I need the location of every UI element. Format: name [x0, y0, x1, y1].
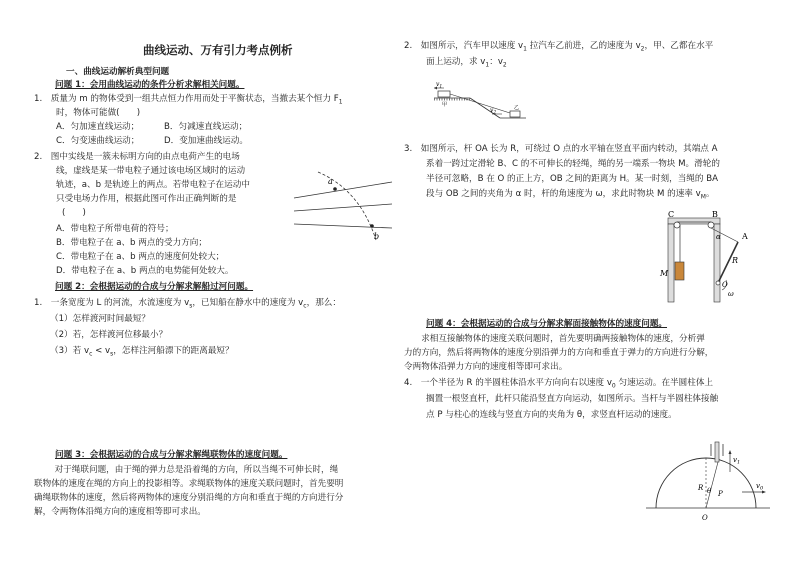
vertical-rod — [715, 442, 719, 462]
q2-option-a: A．带电粒子所带电荷的符号； — [56, 224, 174, 234]
radius-op — [706, 462, 718, 508]
q4-para-line2: 联物体的速度在绳的方向上的投影相等。求绳联物体的速度关联问题时，首先要明 — [34, 479, 344, 489]
r-q3-line1: 3. 如图所示，杆 OA 长为 R，可绕过 O 点的水平轴在竖直平面内转动，其端点 A — [404, 144, 718, 154]
q2-stem-line3: 轨迹，a、b 是轨迹上的两点。若带电粒子在运动中 — [56, 180, 250, 190]
problem-3-heading: 问题 3：会根据运动的合成与分解求解绳联物体的速度问题。 — [55, 450, 288, 460]
q5-para-line3: 令两物体沿弹力方向的速度相等即可求出。 — [404, 362, 568, 372]
q3-sub2: （2）若，怎样渡河位移最小？ — [50, 330, 168, 340]
q1-option-c: C．匀变速曲线运动； — [56, 136, 140, 146]
cars-figure — [430, 76, 530, 126]
p-label: P — [718, 490, 723, 498]
r-q4-line2: 搁置一根竖直杆，此杆只能沿竖直方向运动，如图所示。当杆与半圆柱体接触 — [426, 394, 719, 404]
point-b-label: b — [374, 232, 380, 241]
label-alpha: α — [716, 233, 721, 241]
r-q3-line2: 系着一跨过定滑轮 B、C 的不可伸长的轻绳，绳的另一端系一物块 M。滑轮的 — [426, 159, 720, 169]
q1-stem-line1: 1. 质量为 m 的物体受到一组共点恒力作用而处于平衡状态，当撤去某个恒力 $F_1$ — [34, 94, 343, 106]
q1-stem-line2: 时，物体可能做( ) — [56, 108, 141, 118]
half-cylinder-figure — [644, 438, 774, 528]
left-post — [668, 224, 674, 302]
label-m: M — [660, 269, 669, 278]
field-line-2 — [294, 204, 392, 211]
label-b: B — [712, 210, 718, 219]
r-q2-line2: 面上运动，求 $v_1$：$v_2$ — [426, 57, 507, 69]
q2-stem-line1: 2. 图中实线是一簇未标明方向的由点电荷产生的电场 — [34, 152, 240, 162]
r-q4-line3: 点 P 与柱心的连线与竖直方向的夹角为 θ，求竖直杆运动的速度。 — [426, 410, 677, 420]
q2-stem-line2: 线，虚线是某一带电粒子通过该电场区域时的运动 — [56, 166, 246, 176]
q4-para-line1: 对于绳联问题，由于绳的弹力总是沿着绳的方向，所以当绳不可伸长时，绳 — [46, 465, 339, 475]
q5-para-line2: 力的方向，然后将两物体的速度分别沿弹力的方向和垂直于弹力的方向进行分解， — [404, 348, 714, 358]
car-jia — [438, 91, 450, 97]
q5-para-line1: 求相互接触物体的速度关联问题时，首先要明确两接触物体的速度，分析弹 — [404, 334, 705, 344]
q2-stem-line4: 只受电场力作用，根据此图可作出正确判断的是 — [56, 194, 237, 204]
r-q2-line1: 2. 如图所示，汽车甲以速度 $v_1$ 拉汽车乙前进，乙的速度为 $v_2$，甲、乙都在水平 — [404, 41, 714, 53]
q1-option-d: D．变加速曲线运动。 — [164, 136, 248, 146]
field-line-3 — [294, 224, 392, 228]
r-label: R — [698, 484, 704, 492]
field-line-1 — [294, 182, 392, 198]
theta-label: θ — [707, 487, 712, 495]
point-a-label: a — [328, 177, 333, 186]
q3-stem: 1. 一条宽度为 L 的河流，水流速度为 $v_s$，已知船在静水中的速度为 $v_c$，那么： — [34, 298, 341, 310]
q4-para-line3: 确绳联物体的速度，然后将两物体的速度分别沿绳的方向和垂直于绳的方向进行分 — [34, 493, 344, 503]
q2-option-b: B．带电粒子在 a、b 两点的受力方向； — [56, 238, 207, 248]
point-a — [333, 187, 337, 191]
block-m — [675, 262, 684, 280]
q3-sub3: （3）若 $v_c < v_s$，怎样注河船漂下的距离最短？ — [50, 346, 234, 358]
v1-label: $v_1$ — [733, 456, 741, 466]
q2-answer-paren: ( ) — [62, 208, 86, 218]
r-q3-line3: 半径可忽略，B 在 O 的正上方，OB 之间的距离为 H。某一时刻，当绳的 BA — [426, 174, 718, 184]
problem-2-heading: 问题 2：会根据运动的合成与分解求解船过河问题。 — [55, 282, 254, 292]
pulley-b — [708, 222, 714, 228]
q3-sub1: （1）怎样渡河时间最短？ — [50, 314, 150, 324]
q2-option-d: D．带电粒子在 a、b 两点的电势能何处较大。 — [56, 266, 234, 276]
q1-option-a: A．匀加速直线运动； — [56, 122, 140, 132]
q1-option-b: B．匀减速直线运动； — [164, 122, 248, 132]
problem-4-heading: 问题 4：会根据运动的合成与分解求解面接触物体的速度问题。 — [426, 319, 668, 329]
q4-para-line4: 解，令两物体沿绳方向的速度相等即可求出。 — [34, 507, 206, 517]
problem-1-heading: 问题 1：会用曲线运动的条件分析求解相关问题。 — [55, 80, 245, 90]
label-yi: 乙 — [514, 105, 520, 111]
o-label: O — [702, 514, 708, 522]
r-q3-line4: 段与 OB 之间的夹角为 α 时，杆的角速度为 ω，求此时物块 M 的速率 $v_M$。 — [426, 189, 715, 201]
v1-label: $v_1$ — [436, 81, 443, 90]
page-title: 曲线运动、万有引力考点例析 — [143, 43, 293, 57]
point-b — [370, 224, 374, 228]
car-yi — [510, 111, 520, 117]
label-o: O — [722, 281, 728, 289]
field-lines-figure — [288, 168, 400, 246]
pulley-c — [674, 222, 680, 228]
pulley-figure — [648, 208, 768, 308]
pivot-o — [716, 281, 720, 285]
v2-label: $v_2$ — [490, 107, 497, 116]
label-r: R — [732, 256, 739, 265]
r-q4-line1: 4. 一个半径为 R 的半圆柱体沿水平方向向右以速度 $v_0$ 匀速运动。在半圆柱体上 — [404, 378, 714, 390]
label-omega: ω — [728, 290, 734, 298]
section-heading-1: 一、曲线运动解析典型问题 — [66, 67, 170, 77]
q2-option-c: C．带电粒子在 a、b 两点的速度何处较大； — [56, 252, 225, 262]
tow-rope — [450, 94, 510, 113]
label-a: A — [742, 232, 748, 241]
v0-label: $v_0$ — [756, 482, 764, 492]
label-c: C — [668, 210, 675, 219]
label-jia: 甲 — [442, 102, 448, 108]
